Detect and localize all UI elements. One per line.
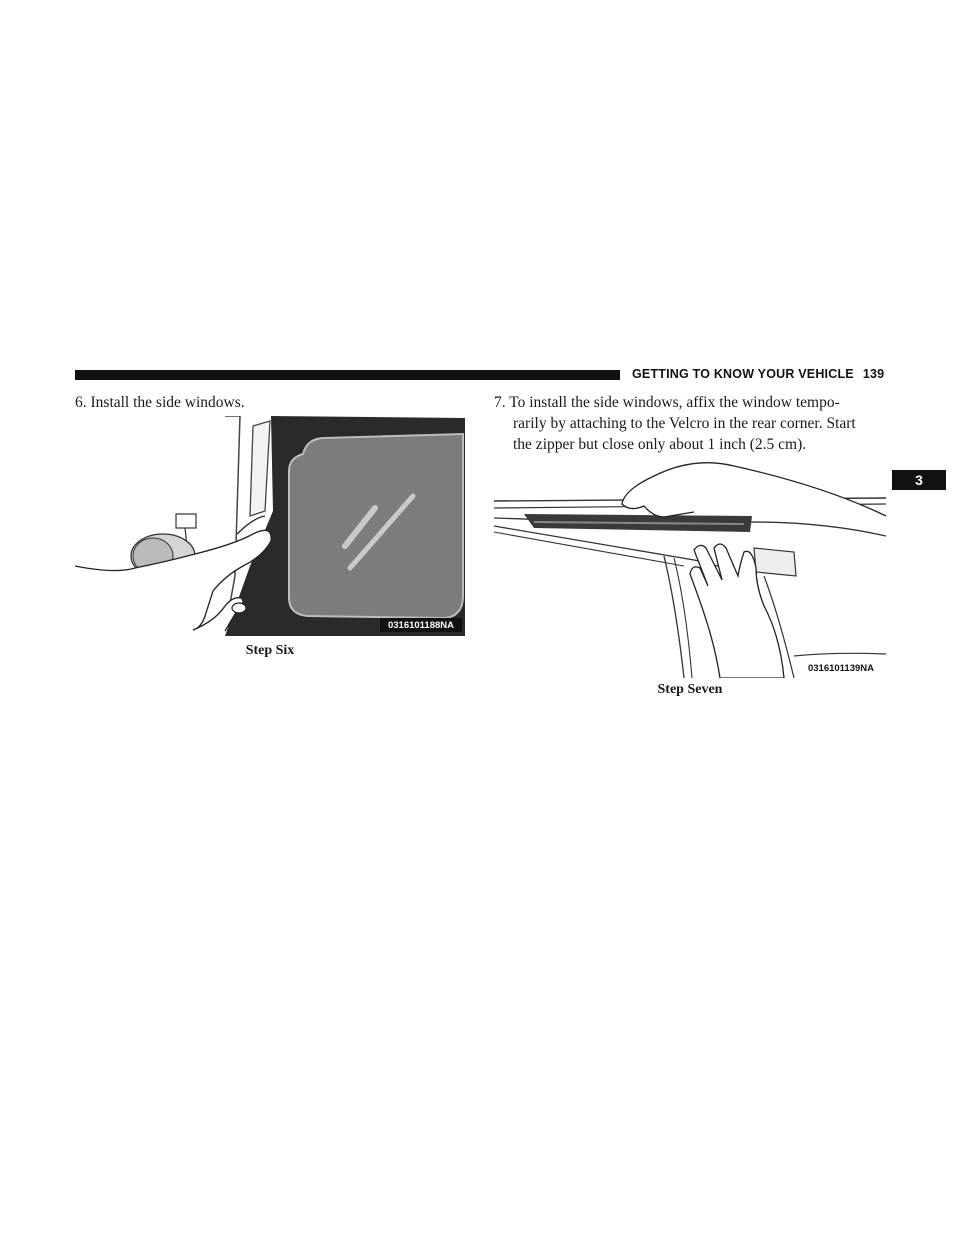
step-six-text: 6. Install the side windows. (75, 394, 245, 411)
running-header (632, 364, 892, 384)
section-title: GETTING TO KNOW YOUR VEHICLE (632, 367, 854, 381)
step-seven-text (494, 392, 886, 455)
figure-code: 0316101139NA (800, 661, 882, 675)
side-window-drawing (75, 416, 465, 636)
header-rule (75, 370, 620, 380)
page-number: 139 (862, 367, 885, 381)
step-six-caption: Step Six (245, 643, 295, 658)
step-seven-line: 7. To install the side windows, affix the window tempo- (494, 394, 840, 411)
step-seven-illustration (494, 456, 886, 678)
step-seven-line: rarily by attaching to the Velcro in the rear corner. Start (513, 415, 856, 432)
velcro-zipper-drawing (494, 456, 886, 678)
chapter-tab: 3 (892, 470, 946, 490)
step-seven-line: the zipper but close only about 1 inch (2.5 cm). (513, 436, 807, 453)
step-six-illustration (75, 416, 465, 636)
figure-code: 0316101188NA (380, 618, 462, 632)
step-seven-caption: Step Seven (657, 682, 723, 697)
